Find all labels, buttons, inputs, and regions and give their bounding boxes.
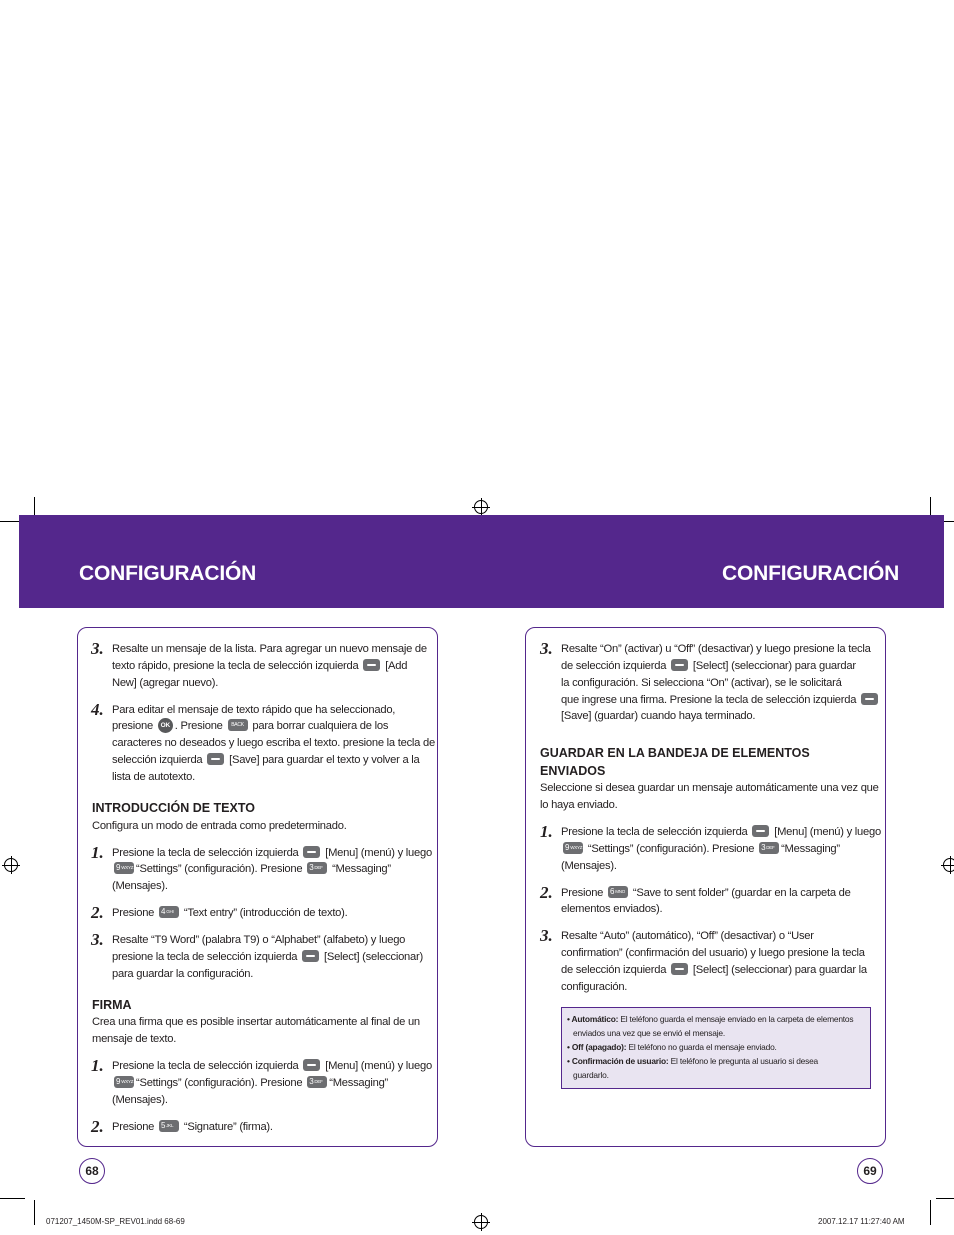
crop-mark xyxy=(936,1198,954,1199)
key-3-icon: $3^{DEF}$ xyxy=(307,1076,327,1088)
key-5-icon: $5^{JKL}$ xyxy=(159,1120,179,1132)
step-text: Resalte “Auto” (automático), “Off” (desactivar) o “User xyxy=(561,930,814,942)
step-number: 1. xyxy=(540,822,553,841)
step-text: que ingrese una firma. Presione la tecla de selección izquierda xyxy=(561,692,880,709)
back-key-icon: BACK xyxy=(228,719,248,731)
step-number: 2. xyxy=(91,1117,104,1136)
section-heading: ENVIADOS xyxy=(540,764,606,778)
footer-timestamp: 2007.12.17 11:27:40 AM xyxy=(818,1217,905,1226)
note-item: enviados una vez que se envió el mensaje. xyxy=(573,1028,725,1038)
note-item: • Confirmación de usuario: El teléfono le pregunta al usuario si desea xyxy=(567,1056,819,1066)
step-text: presione OK . Presione BACK para borrar cualquiera de los xyxy=(112,718,388,735)
crop-mark xyxy=(0,1198,25,1199)
key-3-icon: $3^{DEF}$ xyxy=(307,862,327,874)
step-text: Resalte un mensaje de la lista. Para agregar un nuevo mensaje de xyxy=(112,643,427,655)
step-number: 1. xyxy=(91,1056,104,1075)
step-text: (Mensajes). xyxy=(561,860,617,872)
left-soft-key-icon xyxy=(752,825,769,837)
step-number: 3. xyxy=(540,639,553,658)
page-title-left: CONFIGURACIÓN xyxy=(79,562,257,585)
step-text: $9^{WXYZ}$ “Settings” (configuración). Presione $3^{DEF}$ “Messaging” xyxy=(116,863,391,875)
note-item: guardarlo. xyxy=(573,1070,609,1080)
page-title-right: CONFIGURACIÓN xyxy=(722,562,900,585)
step-number: 4. xyxy=(91,700,104,719)
step-text: para guardar la configuración. xyxy=(112,968,254,980)
step-number: 3. xyxy=(91,930,104,949)
step-text: Resalte “On” (activar) u “Off” (desactivar) y luego presione la tecla xyxy=(561,643,871,655)
registration-mark-icon xyxy=(474,1215,488,1229)
section-paragraph: Configura un modo de entrada como predeterminado. xyxy=(92,820,347,832)
step-text: de selección izquierda [Select] (seleccionar) para guardar la xyxy=(561,964,867,976)
step-number: 3. xyxy=(91,639,104,658)
section-heading: FIRMA xyxy=(92,998,132,1012)
section-paragraph: lo haya enviado. xyxy=(540,799,618,811)
registration-mark-icon xyxy=(474,500,488,514)
step-number: 1. xyxy=(91,843,104,862)
page-number-left: 68 xyxy=(79,1158,105,1184)
step-text: Presione $5^{JKL}$ “Signature” (firma). xyxy=(112,1121,273,1133)
left-soft-key-icon xyxy=(363,659,380,671)
step-text: la configuración. Si selecciona “On” (activar), se le solicitará xyxy=(561,677,842,689)
left-soft-key-icon xyxy=(861,693,878,705)
step-number: 3. xyxy=(540,926,553,945)
step-text: texto rápido, presione la tecla de selección izquierda [Add xyxy=(112,660,408,672)
section-heading: INTRODUCCIÓN DE TEXTO xyxy=(92,801,255,815)
step-text: Presione la tecla de selección izquierda [Menu] (menú) y luego xyxy=(561,826,881,838)
key-4-icon: $4^{GHI}$ xyxy=(159,906,179,918)
left-soft-key-icon xyxy=(671,963,688,975)
step-text: Presione $6^{MNO}$ “Save to sent folder” (guardar en la carpeta de xyxy=(561,887,851,899)
page-number-right: 69 xyxy=(857,1158,883,1184)
step-text: configuración. xyxy=(561,981,628,993)
step-text: [Save] (guardar) cuando haya terminado. xyxy=(561,710,756,722)
step-text: selección izquierda [Save] para guardar el texto y volver a la xyxy=(112,754,420,766)
footer-file-name: 071207_1450M-SP_REV01.indd 68-69 xyxy=(46,1217,185,1226)
key-3-icon: $3^{DEF}$ xyxy=(759,842,779,854)
left-soft-key-icon xyxy=(302,950,319,962)
section-heading: GUARDAR EN LA BANDEJA DE ELEMENTOS xyxy=(540,746,810,760)
key-9-icon: $9^{WXYZ}$ xyxy=(565,843,583,853)
step-text: Resalte “T9 Word” (palabra T9) o “Alphabet” (alfabeto) y luego xyxy=(112,934,406,946)
step-text: Presione $4^{GHI}$ “Text entry” (introducción de texto). xyxy=(112,907,348,919)
registration-mark-icon xyxy=(4,858,18,872)
left-soft-key-icon xyxy=(303,846,320,858)
key-9-icon: $9^{WXYZ}$ xyxy=(116,1077,134,1087)
step-text: (Mensajes). xyxy=(112,1094,168,1106)
crop-mark xyxy=(34,1200,35,1225)
step-text: de selección izquierda [Select] (seleccionar) para guardar xyxy=(561,660,856,672)
step-text: caracteres no deseados y luego escriba el texto. presione la tecla de xyxy=(112,737,435,749)
crop-mark xyxy=(930,1200,931,1225)
step-text: $9^{WXYZ}$ “Settings” (configuración). Presione $3^{DEF}$ “Messaging” xyxy=(565,843,840,855)
step-text: elementos enviados). xyxy=(561,903,663,915)
step-text: Presione la tecla de selección izquierda [Menu] (menú) y luego xyxy=(112,1060,432,1072)
note-item: • Off (apagado): El teléfono no guarda el mensaje enviado. xyxy=(567,1042,777,1052)
step-text: Para editar el mensaje de texto rápido que ha seleccionado, xyxy=(112,704,396,716)
section-paragraph: mensaje de texto. xyxy=(92,1033,177,1045)
registration-mark-icon xyxy=(943,858,954,872)
step-text: lista de autotexto. xyxy=(112,771,195,783)
step-text: $9^{WXYZ}$ “Settings” (configuración). Presione $3^{DEF}$ “Messaging” xyxy=(116,1077,389,1089)
section-paragraph: Crea una firma que es posible insertar automáticamente al final de un xyxy=(92,1016,420,1028)
step-number: 2. xyxy=(91,903,104,922)
left-soft-key-icon xyxy=(207,753,224,765)
section-paragraph: Seleccione si desea guardar un mensaje automáticamente una vez que xyxy=(540,782,879,794)
ok-key-icon: OK xyxy=(158,718,173,733)
step-text: confirmation” (confirmación del usuario) y luego presione la tecla xyxy=(561,947,865,959)
left-soft-key-icon xyxy=(303,1059,320,1071)
note-item: • Automático: El teléfono guarda el mensaje enviado en la carpeta de elementos xyxy=(567,1014,854,1024)
left-soft-key-icon xyxy=(671,659,688,671)
step-text: Presione la tecla de selección izquierda [Menu] (menú) y luego xyxy=(112,847,432,859)
step-number: 2. xyxy=(540,883,553,902)
step-text: (Mensajes). xyxy=(112,880,168,892)
step-text: presione la tecla de selección izquierda [Select] (seleccionar) xyxy=(112,951,423,963)
key-6-icon: $6^{MNO}$ xyxy=(608,886,628,898)
step-text: New] (agregar nuevo). xyxy=(112,677,219,689)
key-9-icon: $9^{WXYZ}$ xyxy=(116,863,134,873)
